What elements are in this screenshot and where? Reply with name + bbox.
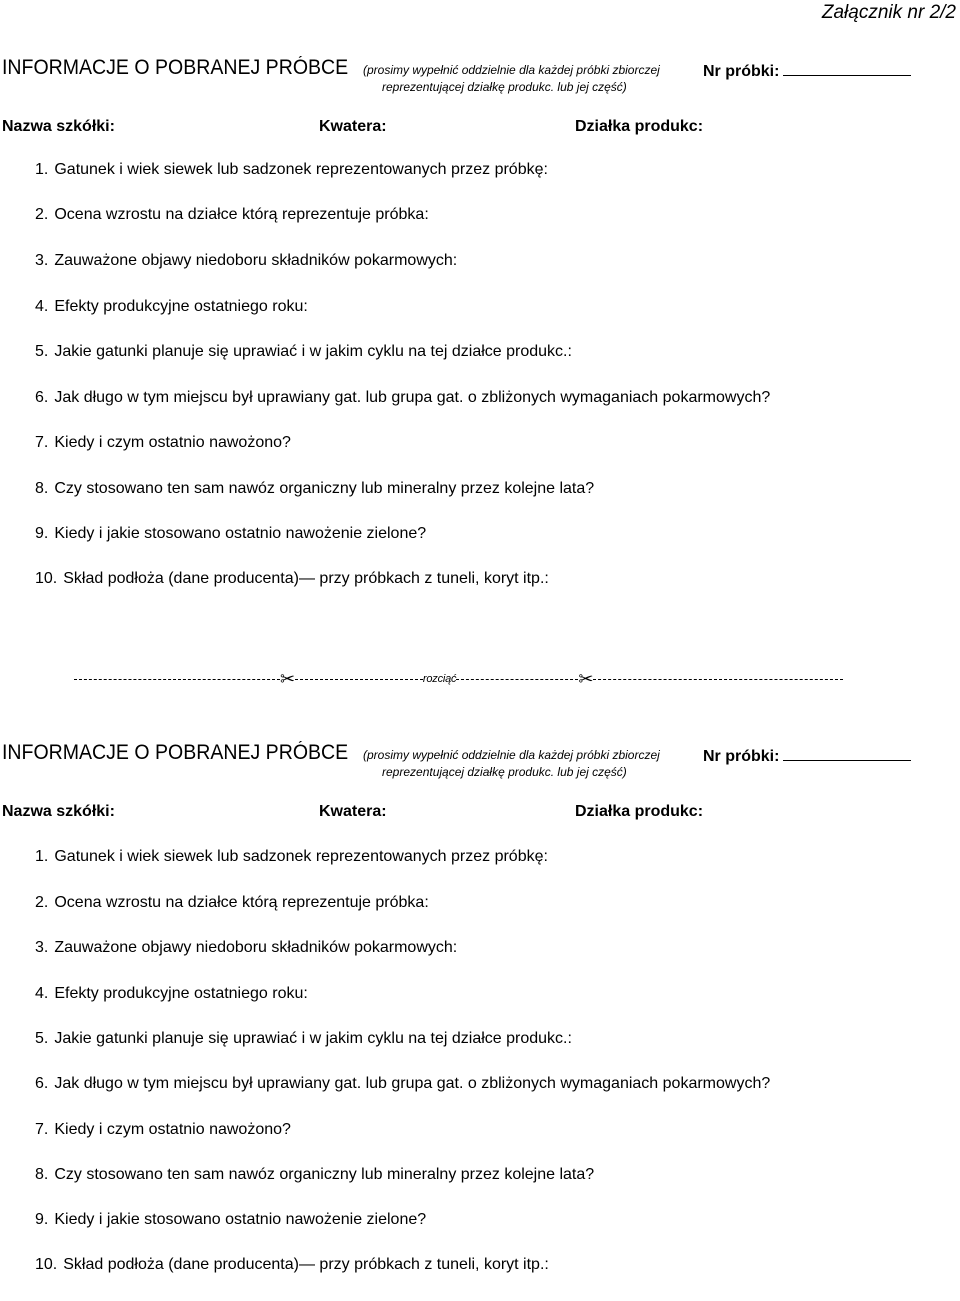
sample-number-blank[interactable] — [783, 60, 911, 76]
question-4: 4. Efekty produkcyjne ostatniego roku: — [35, 298, 308, 315]
sample-number-field[interactable] — [703, 60, 911, 81]
form-note — [363, 62, 683, 96]
question-6: 6. Jak długo w tym miejscu był uprawiany gat. lub grupa gat. o zbliżonych wymaganiach pokarmowych? — [35, 1075, 771, 1092]
scissors-icon: ✂ — [578, 669, 594, 689]
plot-label: Działka produkc: — [575, 803, 704, 820]
question-2: 2. Ocena wzrostu na działce którą reprezentuje próbka: — [35, 894, 429, 911]
cut-dash-right — [593, 679, 843, 680]
question-5: 5. Jakie gatunki planuje się uprawiać i w jakim cyklu na tej działce produkc.: — [35, 343, 572, 360]
question-10: 10. Skład podłoża (dane producenta)— przy próbkach z tuneli, koryt itp.: — [35, 1256, 549, 1273]
form-note — [363, 747, 683, 781]
form-note-line1: (prosimy wypełnić oddzielnie dla każdej próbki zbiorczej — [363, 63, 660, 77]
question-1: 1. Gatunek i wiek siewek lub sadzonek reprezentowanych przez próbkę: — [35, 848, 548, 865]
form-note-line2: reprezentującej działkę produkc. lub jej część) — [382, 765, 627, 779]
sample-number-field[interactable] — [703, 745, 911, 766]
nursery-name-label: Nazwa szkółki: — [2, 118, 115, 135]
form-title: INFORMACJE O POBRANEJ PRÓBCE — [2, 741, 349, 764]
annex-label: Załącznik nr 2/2 — [821, 2, 956, 23]
quarter-label: Kwatera: — [319, 118, 387, 135]
sample-number-label: Nr próbki: — [703, 748, 780, 765]
form-title: INFORMACJE O POBRANEJ PRÓBCE — [2, 56, 349, 79]
nursery-name-label: Nazwa szkółki: — [2, 803, 115, 820]
cut-line — [74, 668, 894, 690]
question-9: 9. Kiedy i jakie stosowano ostatnio nawożenie zielone? — [35, 525, 427, 542]
question-10: 10. Skład podłoża (dane producenta)— przy próbkach z tuneli, koryt itp.: — [35, 570, 549, 587]
cut-dash-left — [74, 679, 280, 680]
quarter-label: Kwatera: — [319, 803, 387, 820]
form-note-line1: (prosimy wypełnić oddzielnie dla każdej próbki zbiorczej — [363, 748, 660, 762]
scissors-icon: ✂ — [280, 669, 295, 689]
cut-dash-mid-left — [295, 679, 423, 680]
sample-number-label: Nr próbki: — [703, 63, 780, 80]
question-1: 1. Gatunek i wiek siewek lub sadzonek reprezentowanych przez próbkę: — [35, 161, 548, 178]
question-9: 9. Kiedy i jakie stosowano ostatnio nawożenie zielone? — [35, 1211, 427, 1228]
plot-label: Działka produkc: — [575, 118, 704, 135]
question-6: 6. Jak długo w tym miejscu był uprawiany gat. lub grupa gat. o zbliżonych wymaganiach pokarmowych? — [35, 389, 771, 406]
form-note-line2: reprezentującej działkę produkc. lub jej część) — [382, 80, 627, 94]
question-5: 5. Jakie gatunki planuje się uprawiać i w jakim cyklu na tej działce produkc.: — [35, 1030, 572, 1047]
sample-form-1 — [0, 56, 960, 616]
question-3: 3. Zauważone objawy niedoboru składników pokarmowych: — [35, 939, 458, 956]
question-3: 3. Zauważone objawy niedoboru składników pokarmowych: — [35, 252, 458, 269]
cut-label: rozciąć — [422, 673, 457, 685]
question-4: 4. Efekty produkcyjne ostatniego roku: — [35, 985, 308, 1002]
cut-dash-mid-right — [456, 679, 578, 680]
sample-number-blank[interactable] — [783, 745, 911, 761]
question-7: 7. Kiedy i czym ostatnio nawożono? — [35, 434, 291, 451]
question-2: 2. Ocena wzrostu na działce którą reprezentuje próbka: — [35, 206, 429, 223]
question-8: 8. Czy stosowano ten sam nawóz organiczny lub mineralny przez kolejne lata? — [35, 1166, 595, 1183]
sample-form-2 — [0, 741, 960, 1301]
question-8: 8. Czy stosowano ten sam nawóz organiczny lub mineralny przez kolejne lata? — [35, 480, 595, 497]
question-7: 7. Kiedy i czym ostatnio nawożono? — [35, 1121, 291, 1138]
